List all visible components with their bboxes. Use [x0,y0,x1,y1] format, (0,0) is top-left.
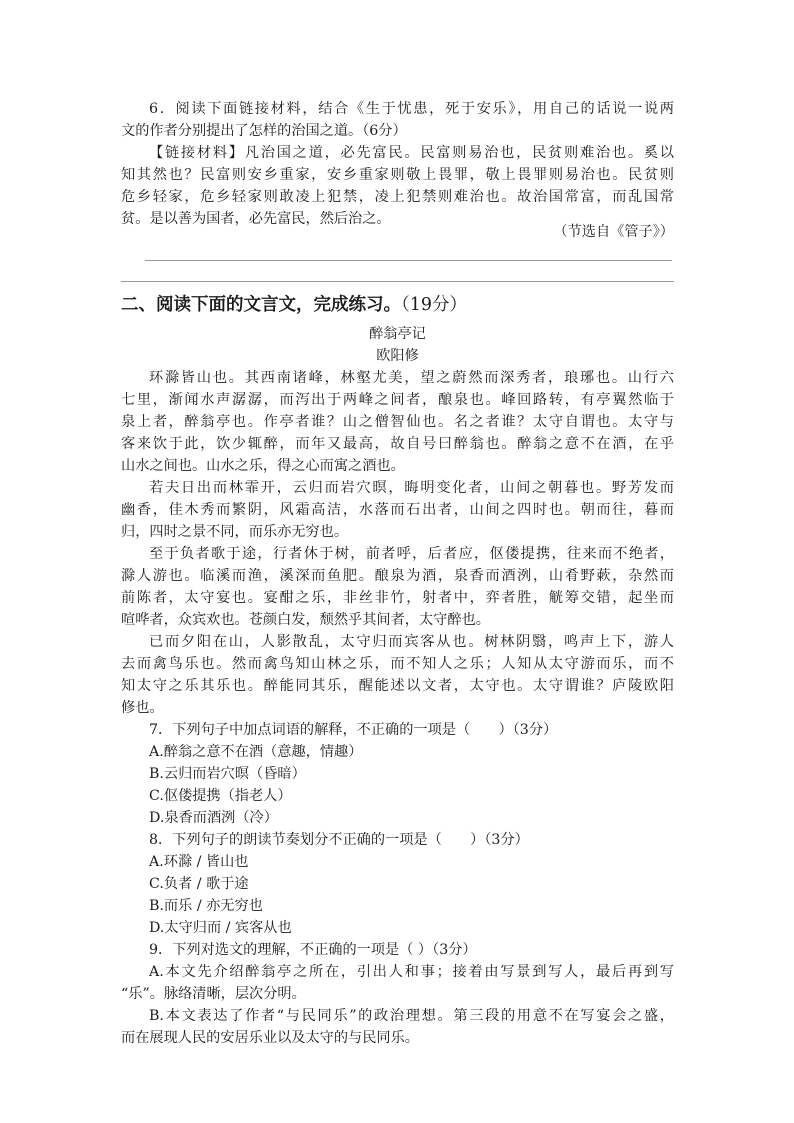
q8-option-d: D.太守归而 / 宾客从也 [149,920,292,936]
essay-line: 环滁皆山也。其西南诸峰，林壑尤美，望之蔚然而深秀者，琅琊也。山行六 [149,370,674,386]
essay-line: 知太守之乐其乐也。醉能同其乐，醒能述以文者，太守也。太守谓谁？庐陵欧阳 [121,678,674,694]
q6-line-6: 贫。是以善为国者，必先富民，然后治之。 [121,211,391,227]
divider-long [121,281,674,282]
question-7: 7．下列句子中加点词语的解释，不正确的一项是（ ）（3分） [149,722,558,738]
essay-line: 已而夕阳在山，人影散乱，太守归而宾客从也。树林阴翳，鸣声上下，游人 [149,634,674,650]
section-heading [121,293,467,317]
essay-line: 山水之间也。山水之乐，得之心而寓之酒也。 [121,458,405,474]
q9-option-b-cont: 而在展现人民的安居乐业以及太守的与民同乐。 [121,1030,419,1046]
question-9: 9．下列对选文的理解，不正确的一项是（ ）（3分） [149,942,477,958]
essay-line: 滁人游也。临溪而渔，溪深而鱼肥。酿泉为酒，泉香而酒洌，山肴野蔌，杂然而 [121,568,674,584]
q9-option-b: B.本文表达了作者“与民同乐”的政治理想。第三段的用意不在写宴会之盛， [149,1008,674,1024]
essay-line: 幽香，佳木秀而繁阴，风霜高洁，水落而石出者，山间之四时也。朝而往，暮而 [121,502,674,518]
divider-short [145,260,672,261]
q8-option-c: C.负者 / 歌于途 [149,876,249,892]
q9-option-a-cont: “乐”。脉络清晰，层次分明。 [121,986,306,1002]
essay-author: 欧阳修 [376,348,419,364]
q6-line-1: 6．阅读下面链接材料，结合《生于忧患，死于安乐》，用自己的话说一说两 [149,101,674,117]
essay-line: 泉上者，醉翁亭也。作亭者谁？山之僧智仙也。名之者谁？太守自谓也。太守与 [121,414,674,430]
section-title: 二、阅读下面的文言文，完成练习。 [121,295,401,315]
essay-line: 归，四时之景不同，而乐亦无穷也。 [121,524,349,540]
essay-line: 去而禽鸟乐也。然而禽鸟知山林之乐，而不知人之乐；人知从太守游而乐，而不 [121,656,674,672]
q7-option-b: B.云归而岩穴暝（昏暗） [149,766,306,782]
q7-option-a: A.醉翁之意不在酒（意趣，情趣） [149,744,363,760]
q8-option-b: B.而乐 / 亦无穷也 [149,898,263,914]
question-8: 8．下列句子的朗读节奏划分不正确的一项是（ ）（3分） [149,832,529,848]
q6-source: （节选自《管子》） [553,224,674,240]
q7-option-d: D.泉香而酒洌（冷） [149,810,278,826]
q6-line-2: 文的作者分别提出了怎样的治国之道。（6分） [121,123,407,139]
essay-line: 喧哗者，众宾欢也。苍颜白发，颓然乎其间者，太守醉也。 [121,612,490,628]
q6-line-5: 危乡轻家，危乡轻家则敢凌上犯禁，凌上犯禁则难治也。故治国常富，而乱国常 [121,189,674,205]
section-score: （19分） [401,295,468,315]
q6-line-3: 【链接材料】凡治国之道，必先富民。民富则易治也，民贫则难治也。奚以 [149,145,674,161]
q6-line-4: 知其然也？民富则安乡重家，安乡重家则敬上畏罪，敬上畏罪则易治也。民贫则 [121,167,674,183]
essay-line: 客来饮于此，饮少辄醉，而年又最高，故自号曰醉翁也。醉翁之意不在酒，在乎 [121,436,674,452]
q8-option-a: A.环滁 / 皆山也 [149,854,249,870]
essay-line: 前陈者，太守宴也。宴酣之乐，非丝非竹，射者中，弈者胜，觥筹交错，起坐而 [121,590,674,606]
essay-line: 至于负者歌于途，行者休于树，前者呼，后者应，伛偻提携，往来而不绝者， [149,546,674,562]
essay-line: 修也。 [121,700,164,716]
q9-option-a: A.本文先介绍醉翁亭之所在，引出人和事；接着由写景到写人，最后再到写 [149,964,674,980]
essay-line: 若夫日出而林霏开，云归而岩穴暝，晦明变化者，山间之朝暮也。野芳发而 [149,480,674,496]
essay-line: 七里，渐闻水声潺潺，而泻出于两峰之间者，酿泉也。峰回路转，有亭翼然临于 [121,392,674,408]
q7-option-c: C.伛偻提携（指老人） [149,788,292,804]
essay-title: 醉翁亭记 [369,326,426,342]
